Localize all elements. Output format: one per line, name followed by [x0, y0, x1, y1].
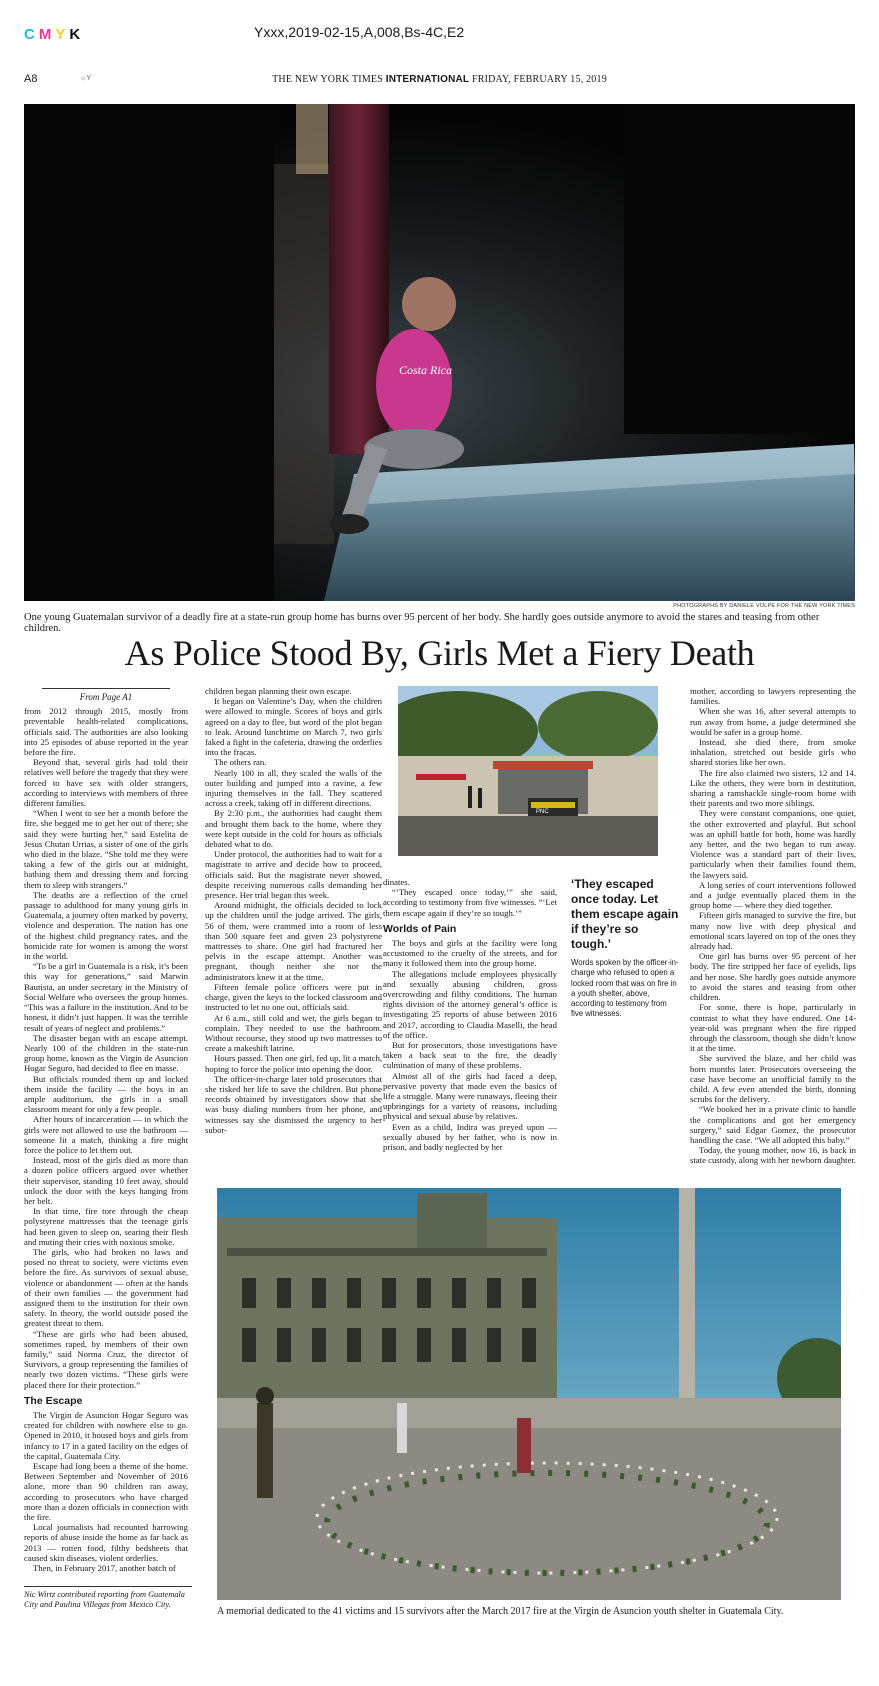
jump-line: From Page A1 — [42, 688, 170, 702]
paragraph: They were constant companions, one quiet, the other extroverted and playful. But school was an uphill battle for both, home was hardly any better, and the two began to run away. Violence was a standard part of their lives, particularly when their families found them, the lawyers said. — [690, 808, 856, 880]
paragraph: In that time, fire tore through the cheap polystyrene mattresses that the teenage girls had been given to sleep on, searing their flesh and muting their cries with noxious smoke. — [24, 1206, 188, 1247]
headline: As Police Stood By, Girls Met a Fiery Death — [124, 633, 755, 673]
cmyk-registration: CMYK — [24, 26, 85, 43]
folio-date: FRIDAY, FEBRUARY 15, 2019 — [471, 74, 607, 85]
article-column-1 — [24, 688, 188, 1573]
print-slug: Yxxx,2019-02-15,A,008,Bs-4C,E2 — [254, 24, 465, 40]
paragraph: The boys and girls at the facility were long accustomed to the cruelty of the streets, and for many it followed them into the group home. — [383, 938, 557, 969]
column-2-paragraphs — [205, 686, 382, 1135]
paragraph: Fifteen girls managed to survive the fire, but many now live with deep physical and emotional scars layered on top of the ones they already had. — [690, 910, 856, 952]
paragraph: One girl has burns over 95 percent of her body. The fire stripped her face of eyelids, lips and her nose. She hardly goes outside anymore to avoid the stares and teasing from other children. — [690, 951, 856, 1003]
shirt-text: Costa Rica — [399, 363, 452, 377]
shelter-gate-illustration — [398, 686, 658, 856]
memorial-photo — [217, 1188, 841, 1600]
column-3-paragraphs — [383, 877, 557, 918]
column-1-paragraphs — [24, 706, 188, 1390]
paragraph: By 2:30 p.m., the authorities had caught them and brought them back to the home, where they were kept outside in the cold for hours as officials debated what to do. — [205, 808, 382, 850]
paragraph: Instead, she died there, from smoke inhalation, stretched out beside girls who shared stories like her own. — [690, 737, 856, 768]
paragraph: “We booked her in a private clinic to handle the complications and got her emergency surgery,” said Edgar Gomez, the prosecutor handling the case. “We all adopted this baby.” — [690, 1104, 856, 1145]
paragraph: The girls, who had broken no laws and posed no threat to society, were victims even before the fire. As survivors of sexual abuse, violence or abandonment — often at the hands of their own families — the government had assigned them to the institution for their own safety. In theory, the world outside posed the greatest threat to them. — [24, 1246, 188, 1329]
top-photo-caption: One young Guatemalan survivor of a deadly fire at a state-run group home has burns over 95 percent of her body. She hardly goes outside anymore to avoid the stares and teasing from other children. — [24, 612, 820, 634]
column-5-paragraphs — [690, 686, 856, 1166]
paragraph: The officer-in-charge later told prosecutors that she risked her life to save the children. But phone records obtained by investigators show that she was busy dialing numbers from her phone, and witnesses say she dismissed the urgency to her subor- — [205, 1073, 382, 1135]
article-column-5 — [690, 686, 856, 1166]
paragraph: Nearly 100 in all, they scaled the walls of the outer building and jumped into a ravine, a few injuring themselves in the fall. They scattered across a creek, taking off in different directions. — [205, 767, 382, 809]
paragraph: “These are girls who had been abused, sometimes raped, by members of their own family,” said Norma Cruz, the director of Survivors, a group representing the families of nearly two dozen victims. “These girls were placed there for their protection.” — [24, 1328, 188, 1390]
paragraph: from 2012 through 2015, mostly from preventable health-related complications, officials said. The authorities are also looking into 25 episodes of abuse reported in the year before the fire. — [24, 706, 188, 758]
paragraph: Instead, most of the girls died as more than a dozen police officers argued over whether their supervisor, standing 10 feet away, should unlock the door with the keys hanging from her belt. — [24, 1155, 188, 1206]
paragraph: The fire also claimed two sisters, 12 and 14. Like the others, they were born in destitution, sharing a ramshackle single-room home with their parents and two more siblings. — [690, 767, 856, 809]
subhead-worlds-of-pain: Worlds of Pain — [383, 922, 457, 935]
paragraph: But officials rounded them up and locked them inside the facility — the boys in an ample auditorium, the girls in a small classroom meant for only a few people. — [24, 1073, 188, 1115]
paragraph: Almost all of the girls had faced a deep, pervasive poverty that made even the basics of life a struggle. Many were runaways, fleeing their upbringings for a variety of reasons, including physical and sexual abuse by relatives. — [383, 1070, 557, 1122]
paragraph: The deaths are a reflection of the cruel passage to adulthood for many young girls in Guatemala, a journey often marked by poverty, violence and desperation. The nation has one of the highest child pregnancy rates, and the homicide rate for women is among the worst in the world. — [24, 889, 188, 962]
contributor-note: Nic Wirtz contributed reporting from Guatemala City and Paulina Villegas from Mexico City. — [24, 1586, 192, 1609]
paragraph: Beyond that, several girls had told their relatives well before the tragedy that they were forced to have sex with older strangers, according to interviews with members of three different families. — [24, 757, 188, 809]
register-mark: ☼Y — [80, 75, 92, 82]
paragraph: mother, according to lawyers representing the families. — [690, 686, 856, 707]
paragraph: She survived the blaze, and her child was born months later. Prosecutors overseeing the case have become an unofficial family to the child. A few even attended the birth, donning scrubs for the delivery. — [690, 1053, 856, 1105]
pull-quote-caption: Words spoken by the officer-in-charge who refused to open a locked room that was on fire in a youth shelter, above, according to testimony from five witnesses. — [571, 958, 679, 1019]
paragraph: dinates. — [383, 877, 410, 887]
paragraph: A long series of court interventions followed and a judge eventually placed them in the group home — where they died together. — [690, 879, 856, 911]
paragraph: Hours passed. Then one girl, fed up, lit a match, hoping to force the police into opening the door. — [205, 1053, 382, 1074]
paragraph: Around midnight, the officials decided to lock up the children until the judge arrived. The girls, 56 of them, were crammed into a room of less than 500 square feet and given 23 polystyrene mattresses to share. One girl had fractured her pelvis in the escape attempt. Another was pregnant, though neither she nor the administrators knew it at the time. — [205, 900, 382, 982]
paragraph: Today, the young mother, now 16, is back in state custody, along with her newborn daughter. — [690, 1145, 856, 1166]
paragraph: Fifteen female police officers were put in charge, given the keys to the locked classroom and instructed to let no one out, officials said. — [205, 981, 382, 1013]
paragraph: “‘They escaped once today,’” she said, according to testimony from five witnesses. “‘Let them escape again if they’re so tough.’” — [383, 887, 557, 918]
paragraph: At 6 a.m., still cold and wet, the girls began to complain. They needed to use the bathroom. Without recourse, they stood up two mattresses to create a makeshift latrine. — [205, 1012, 382, 1054]
column-1-escape-paragraphs — [24, 1410, 188, 1573]
paragraph: The Virgin de Asuncion Hogar Seguro was created for children with nowhere else to go. Opened in 2010, it housed boys and girls from infancy to 17 in a gated facility on the edges of the capital, Guatemala City. — [24, 1410, 188, 1461]
paragraph: Even as a child, Indira was preyed upon — sexually abused by her father, who is now in prison, and badly neglected by her — [383, 1121, 557, 1153]
memorial-photo-caption: A memorial dedicated to the 41 victims and 15 survivors after the March 2017 fire at the Virgin de Asuncion youth shelter in Guatemala City. — [217, 1606, 784, 1617]
paragraph: “To be a girl in Guatemala is a risk, it’s been this way for generations,” said Marwin Bautista, an under secretary in the Ministry of Social Welfare who oversees the group homes. “This was a failure in the institution. And to be honest, it didn’t just happen. It was the terrible result of years of neglect and problems.” — [24, 961, 188, 1033]
subhead-escape: The Escape — [24, 1394, 83, 1407]
paragraph: Then, in February 2017, another batch of — [33, 1563, 176, 1574]
paragraph: When she was 16, after several attempts to run away from home, a judge determined she would be safer in a group home. — [690, 706, 856, 737]
paragraph: Escape had long been a theme of the home. Between September and November of 2016 alone, more than 90 children ran away, according to prosecutors who have charged more than a dozen officials in connection with the fire. — [24, 1461, 188, 1523]
article-column-3 — [383, 877, 557, 1152]
paragraph: The others ran. — [214, 757, 267, 768]
paragraph: children began planning their own escape. — [205, 686, 352, 696]
pull-quote-text: ‘They escaped once today. Let them escape again if they’re so tough.’ — [571, 877, 679, 951]
paragraph: The disaster began with an escape attempt. Nearly 100 of the children in the state-run group home, known as the Virgin de Asuncion Hogar Seguro, had decided to flee en masse. — [24, 1032, 188, 1074]
folio-section: INTERNATIONAL — [385, 74, 470, 85]
paragraph: Under protocol, the authorities had to wait for a magistrate to arrive and decide how to proceed, officials said. But the magistrate never showed, despite receiving numerous calls demanding her presence. Her trial began this week. — [205, 849, 382, 901]
survivor-photo-illustration — [24, 104, 855, 601]
folio-line — [0, 74, 879, 85]
page-number: A8 — [24, 73, 38, 85]
paragraph: It began on Valentine’s Day, when the children were allowed to mingle. Scores of boys and girls agreed on a day to flee, but word of the plot began to leak. Around lunchtime on March 7, two girls faked a fight in the cafeteria, drawing the orderlies into the fracas. — [205, 696, 382, 758]
paragraph: For some, there is hope, particularly in contrast to what they have endured. One 14-year-old was pregnant when the fire ripped through the classroom, though she didn’t know it at the time. — [690, 1002, 856, 1054]
paragraph: But for prosecutors, those investigations have taken a back seat to the fire, the deadly culmination of many of these problems. — [383, 1040, 557, 1071]
column-3-worlds-paragraphs — [383, 938, 557, 1152]
pull-quote — [571, 877, 681, 1020]
folio-paper: THE NEW YORK TIMES — [272, 74, 384, 85]
top-photo — [24, 104, 855, 601]
shelter-gate-photo — [398, 686, 658, 856]
police-vehicle-text: PNC — [536, 809, 549, 815]
article-column-2 — [205, 686, 382, 1135]
paragraph: The allegations include employees physically and sexually abusing children, gross overcrowding and filthy conditions. The human rights division of the attorney general’s office is investigating 25 reports of abuse between 2016 and 2017, according to Claudia Maselli, the head of the office. — [383, 968, 557, 1040]
paragraph: Local journalists had recounted harrowing reports of abuse inside the home as far back as 2013 — rotten food, filthy bedsheets that caused skin diseases, violent orderlies. — [24, 1522, 188, 1563]
paragraph: “When I went to see her a month before the fire, she begged me to get her out of there; she said they were hurting her,” said Estelita de Jesus Chutan Urrias, a sister of one of the girls who died in the blaze. “She told me they were taking a few of the girls out at midnight, bathing them and dressing them and forcing them to sleep with strangers.” — [24, 808, 188, 890]
memorial-illustration — [217, 1188, 841, 1600]
photo-credit: PHOTOGRAPHS BY DANIELE VOLPE FOR THE NEW YORK TIMES — [673, 603, 855, 609]
paragraph: After hours of incarceration — in which the girls were not allowed to use the bathroom — someone lit a match, thinking a fire might force the police to let them out. — [24, 1114, 188, 1155]
